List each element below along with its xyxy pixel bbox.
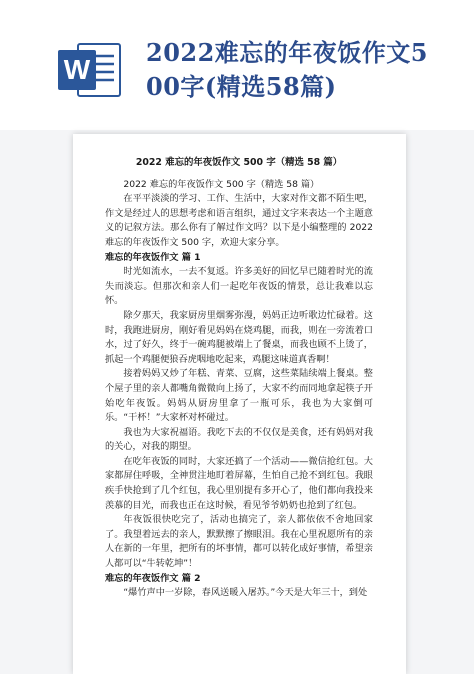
section1-paragraph: 接着妈妈又炒了年糕、青菜、豆腐，这些菜陆续端上餐桌。整个屋子里的亲人都嘴角微微向上扬了，大家不约而同地拿起筷子开始吃年夜饭。妈妈从厨房里拿了一瓶可乐，我也为大家倒可乐。“干杯！”大家杯对杯碰过。 <box>105 368 373 424</box>
section2-paragraph: “爆竹声中一岁除，春风送暖入屠苏。”今天是大年三十，到处 <box>123 587 368 599</box>
document-title: 2022 难忘的年夜饭作文 500 字（精选 58 篇） <box>135 157 343 168</box>
section1-heading: 难忘的年夜饭作文 篇 1 <box>105 251 201 263</box>
word-icon-letter: W <box>63 54 91 85</box>
section1-paragraph: 年夜饭很快吃完了，活动也搞完了，亲人都依依不舍地回家了。我望着远去的亲人，默默擦了擦眼泪。我在心里祝愿所有的亲人在新的一年里，把所有的坏事情，都可以转化成好事情，希望亲人都可以“牛转乾坤”！ <box>105 514 373 570</box>
page-title <box>146 36 446 104</box>
document-intro: 在平平淡淡的学习、工作、生活中，大家对作文都不陌生吧，作文是经过人的思想考虑和语言组织，通过文字来表达一个主题意义的记叙方法。那么你有了解过作文吗？以下是小编整理的 2022 难忘的年夜饭作文 500 字，欢迎大家分享。 <box>105 193 373 248</box>
document-page <box>73 134 406 674</box>
document-body <box>105 156 373 601</box>
page-title-line2: 00字(精选58篇) <box>146 72 337 101</box>
header-banner <box>0 0 474 130</box>
section2-heading: 难忘的年夜饭作文 篇 2 <box>105 572 201 584</box>
section1-paragraph: 除夕那天，我家厨房里烟雾弥漫，妈妈正边听歌边忙碌着。这时，我跑进厨房，刚好看见妈妈在烧鸡腿，而我，则在一旁流着口水，过了好久，终于一碗鸡腿被端上了餐桌，而我也顾不上烫了，抓起一个鸡腿便狼吞虎咽地吃起来，鸡腿这味道真香啊！ <box>105 309 373 365</box>
page-title-line1: 2022难忘的年夜饭作文5 <box>146 38 428 67</box>
section1-paragraph: 我也为大家祝福语。我吃下去的不仅仅是美食，还有妈妈对我的关心，对我的期望。 <box>105 426 373 453</box>
section1-paragraph: 在吃年夜饭的同时，大家还搞了一个活动——微信抢红包。大家都屏住呼吸，全神贯注地盯着屏幕，生怕自己抢不到红包。我眼疾手快抢到了几个红包，我心里别提有多开心了，他们都向我投来羡慕的目光，而我也正在这时候，看见爷爷奶奶也抢到了红包。 <box>105 455 373 511</box>
section1-paragraph: 时光如流水，一去不复返。许多美好的回忆早已随着时光的流失而淡忘。但那次和亲人们一起吃年夜饭的情景，总让我难以忘怀。 <box>105 266 373 307</box>
word-doc-icon <box>56 38 124 102</box>
document-subtitle: 2022 难忘的年夜饭作文 500 字（精选 58 篇） <box>123 178 320 190</box>
